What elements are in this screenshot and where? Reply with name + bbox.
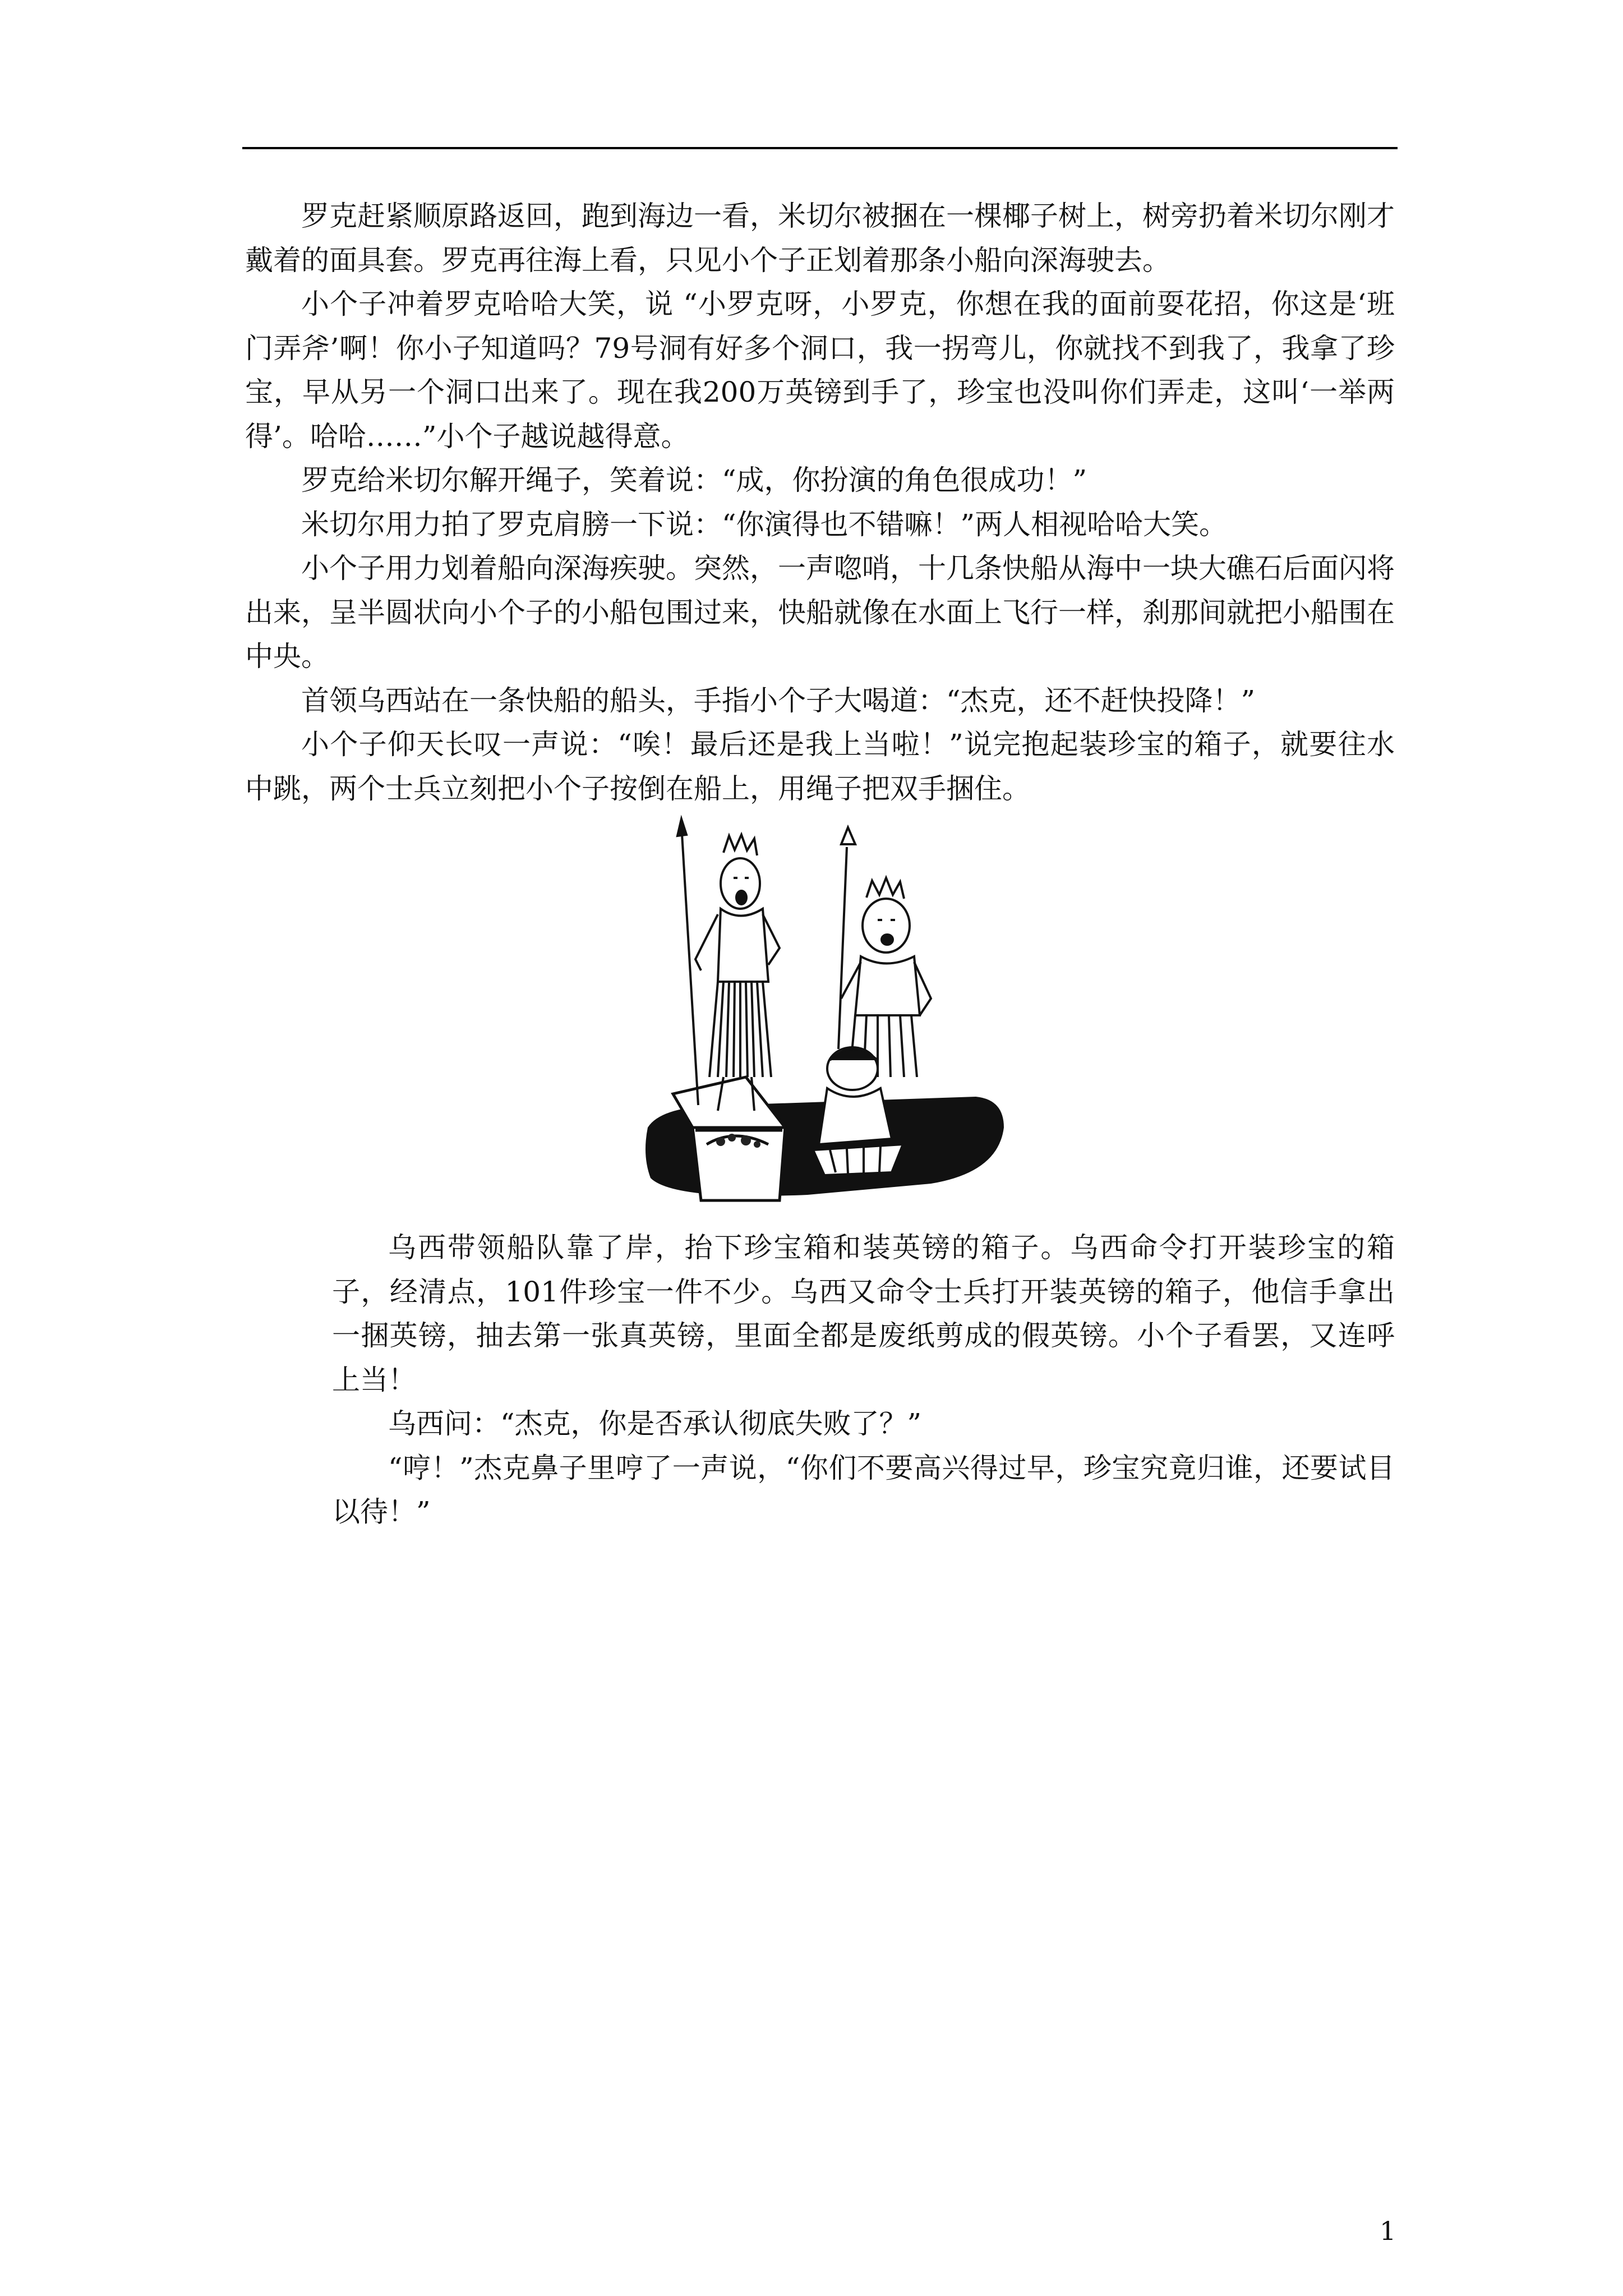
body-text-top [245,194,1395,811]
illustration-captured-jack [639,813,1009,1223]
header-rule [242,147,1398,149]
paragraph: 小个子用力划着船向深海疾驶。突然，一声唿哨，十几条快船从海中一块大礁石后面闪将出来，呈半圆状向小个子的小船包围过来，快船就像在水面上飞行一样，刹那间就把小船围在中央。 [245,552,1395,673]
paragraph: 乌西问：“杰克，你是否承认彻底失败了？” [388,1407,922,1440]
body-text-bottom [332,1226,1395,1534]
soldier-left-figure [677,819,780,1111]
paragraph: “哼！”杰克鼻子里哼了一声说，“你们不要高兴得过早，珍宝究竟归谁，还要试目以待！” [332,1451,1395,1528]
paragraph: 罗克赶紧顺原路返回，跑到海边一看，米切尔被捆在一棵椰子树上，树旁扔着米切尔刚才戴着的面具套。罗克再往海上看，只见小个子正划着那条小船向深海驶去。 [245,200,1395,277]
paragraph: 小个子仰天长叹一声说：“唉！最后还是我上当啦！”说完抱起装珍宝的箱子，就要往水中跳，两个士兵立刻把小个子按倒在船上，用绳子把双手捆住。 [245,728,1395,805]
paragraph: 小个子冲着罗克哈哈大笑，说 “小罗克呀，小罗克，你想在我的面前耍花招，你这是‘班门弄斧’啊！你小子知道吗？79号洞有好多个洞口，我一拐弯儿，你就找不到我了，我拿了珍宝，早从另一个洞口出来了。现在我200万英镑到手了，珍宝也没叫你们弄走，这叫‘一举两得’。哈哈……”小个子越说越得意。 [245,288,1395,453]
page-number: 1 [1380,2216,1396,2246]
soldier-right-figure [838,827,931,1077]
paragraph: 罗克给米切尔解开绳子，笑着说：“成，你扮演的角色很成功！” [301,464,1087,496]
paragraph: 米切尔用力拍了罗克肩膀一下说：“你演得也不错嘛！”两人相视哈哈大笑。 [301,508,1228,541]
paragraph: 乌西带领船队靠了岸，抬下珍宝箱和装英镑的箱子。乌西命令打开装珍宝的箱子，经清点，101件珍宝一件不少。乌西又命令士兵打开装英镑的箱子，他信手拿出一捆英镑，抽去第一张真英镑，里面全都是废纸剪成的假英镑。小个子看罢，又连呼上当！ [332,1231,1395,1396]
paragraph: 首领乌西站在一条快船的船头，手指小个子大喝道：“杰克，还不赶快投降！” [301,684,1256,717]
